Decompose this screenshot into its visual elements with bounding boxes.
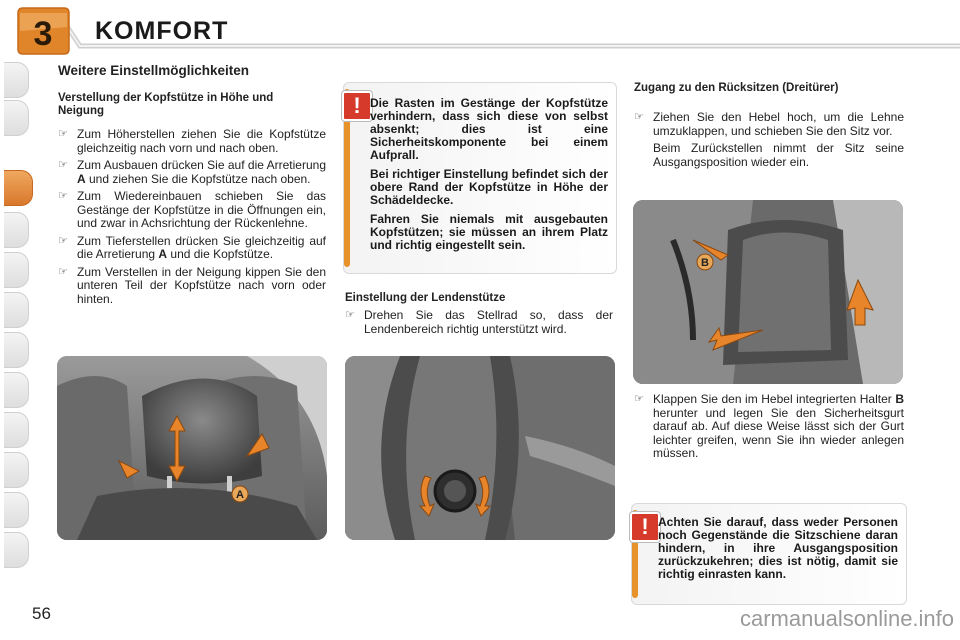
list-item: ☞ Zum Verstellen in der Neigung kippen Sie den unteren Teil der Kopfstütze nach vorn oder hinten. (58, 264, 326, 306)
warning-icon: ! (630, 512, 660, 542)
photo-marker-a: A (236, 489, 244, 501)
page-number: 56 (32, 604, 51, 623)
headrest-instructions (58, 128, 326, 310)
chapter-tab[interactable] (4, 100, 29, 136)
rear-access-note: Beim Zurückstellen nimmt der Sitz seine Ausgangsposition wieder ein. (653, 141, 904, 169)
warning-box-headrest (343, 82, 617, 274)
lumbar-photo (345, 356, 615, 540)
list-item: ☞ Klappen Sie den im Hebel integrierten Halter B herunter und legen Sie den Sicherheitsgurt darauf ab. Auf diese Weise lässt sich der Gurt leichter greifen, wenn Sie ihn wieder anlegen müssen. (634, 392, 904, 460)
belt-holder-instructions (634, 393, 904, 465)
pointing-hand-icon: ☞ (58, 265, 68, 278)
chapter-tab[interactable] (4, 412, 29, 448)
lumbar-heading: Einstellung der Lendenstütze (345, 292, 506, 304)
marker-a: A (158, 247, 168, 261)
list-item: ☞ Zum Ausbauen drücken Sie auf die Arretierung A und ziehen Sie die Kopfstütze nach oben. (58, 158, 326, 186)
list-item: ☞ Zum Höherstellen ziehen Sie die Kopfstütze gleichzeitig nach vorn und nach oben. (58, 127, 326, 155)
rear-seat-photo (633, 200, 903, 384)
marker-a: A (77, 171, 86, 186)
chapter-tabs (0, 62, 34, 582)
chapter-number: 3 (33, 15, 53, 53)
rear-access-instructions (634, 111, 904, 169)
pointing-hand-icon: ☞ (634, 393, 644, 405)
chapter-badge (12, 5, 72, 57)
list-item: ☞ Ziehen Sie den Hebel hoch, um die Lehne umzuklappen, und schieben Sie den Sitz vor. (634, 110, 904, 138)
chapter-title: KOMFORT (95, 17, 229, 45)
chapter-tab-active[interactable] (4, 170, 33, 206)
pointing-hand-icon: ☞ (58, 234, 68, 247)
chapter-tab[interactable] (4, 452, 29, 488)
list-item: ☞ Drehen Sie das Stellrad so, dass der Lendenbereich richtig unterstützt wird. (345, 308, 613, 336)
chapter-tab[interactable] (4, 532, 29, 568)
watermark: carmanualsonline.info (740, 606, 955, 631)
chapter-tab[interactable] (4, 332, 29, 368)
lumbar-instructions (345, 309, 613, 340)
chapter-tab[interactable] (4, 372, 29, 408)
pointing-hand-icon: ☞ (58, 159, 68, 171)
chapter-tab[interactable] (4, 62, 29, 98)
pointing-hand-icon: ☞ (58, 128, 68, 140)
chapter-tab[interactable] (4, 492, 29, 528)
rear-access-heading: Zugang zu den Rücksitzen (Dreitürer) (634, 82, 839, 94)
chapter-tab[interactable] (4, 252, 29, 288)
pointing-hand-icon: ☞ (634, 111, 644, 123)
list-item: ☞ Zum Tieferstellen drücken Sie gleichzeitig auf die Arretierung A und die Kopfstütze. (58, 233, 326, 261)
headrest-photo (57, 356, 327, 540)
marker-b: B (895, 392, 904, 406)
warning-icon: ! (342, 91, 372, 121)
pointing-hand-icon: ☞ (58, 190, 68, 202)
headrest-heading: Verstellung der Kopfstütze in Höhe und Neigung (58, 92, 274, 117)
section-title: Weitere Einstellmöglichkeiten (58, 63, 250, 78)
chapter-tab[interactable] (4, 212, 29, 248)
pointing-hand-icon: ☞ (345, 309, 355, 321)
warning-box-seat-rail (631, 503, 907, 605)
list-item: ☞ Zum Wiedereinbauen schieben Sie das Gestänge der Kopfstütze in die Öffnungen ein, und zwar in Achsrichtung der Rückenlehne. (58, 189, 326, 230)
warning-text: Die Rasten im Gestänge der Kopfstütze verhindern, dass sich diese von selbst absenkt; dies ist eine Sicherheitskomponente bei einem Aufprall. Bei richtiger Einstellung befindet sich der obere Rand der Kopfstütze in Höhe der Schädeldecke. Fahren Sie niemals mit ausgebauten Kopfstützen; sie müssen an ihrem Platz und richtig eingestellt sein. (370, 96, 608, 252)
photo-marker-b: B (701, 257, 709, 269)
warning-text: Achten Sie darauf, dass weder Personen noch Gegenstände die Sitzschiene daran hindern, in ihre Ausgangsposition zurückzukehren; dies ist nötig, damit sie richtig einrasten kann. (658, 515, 898, 581)
chapter-tab[interactable] (4, 292, 29, 328)
